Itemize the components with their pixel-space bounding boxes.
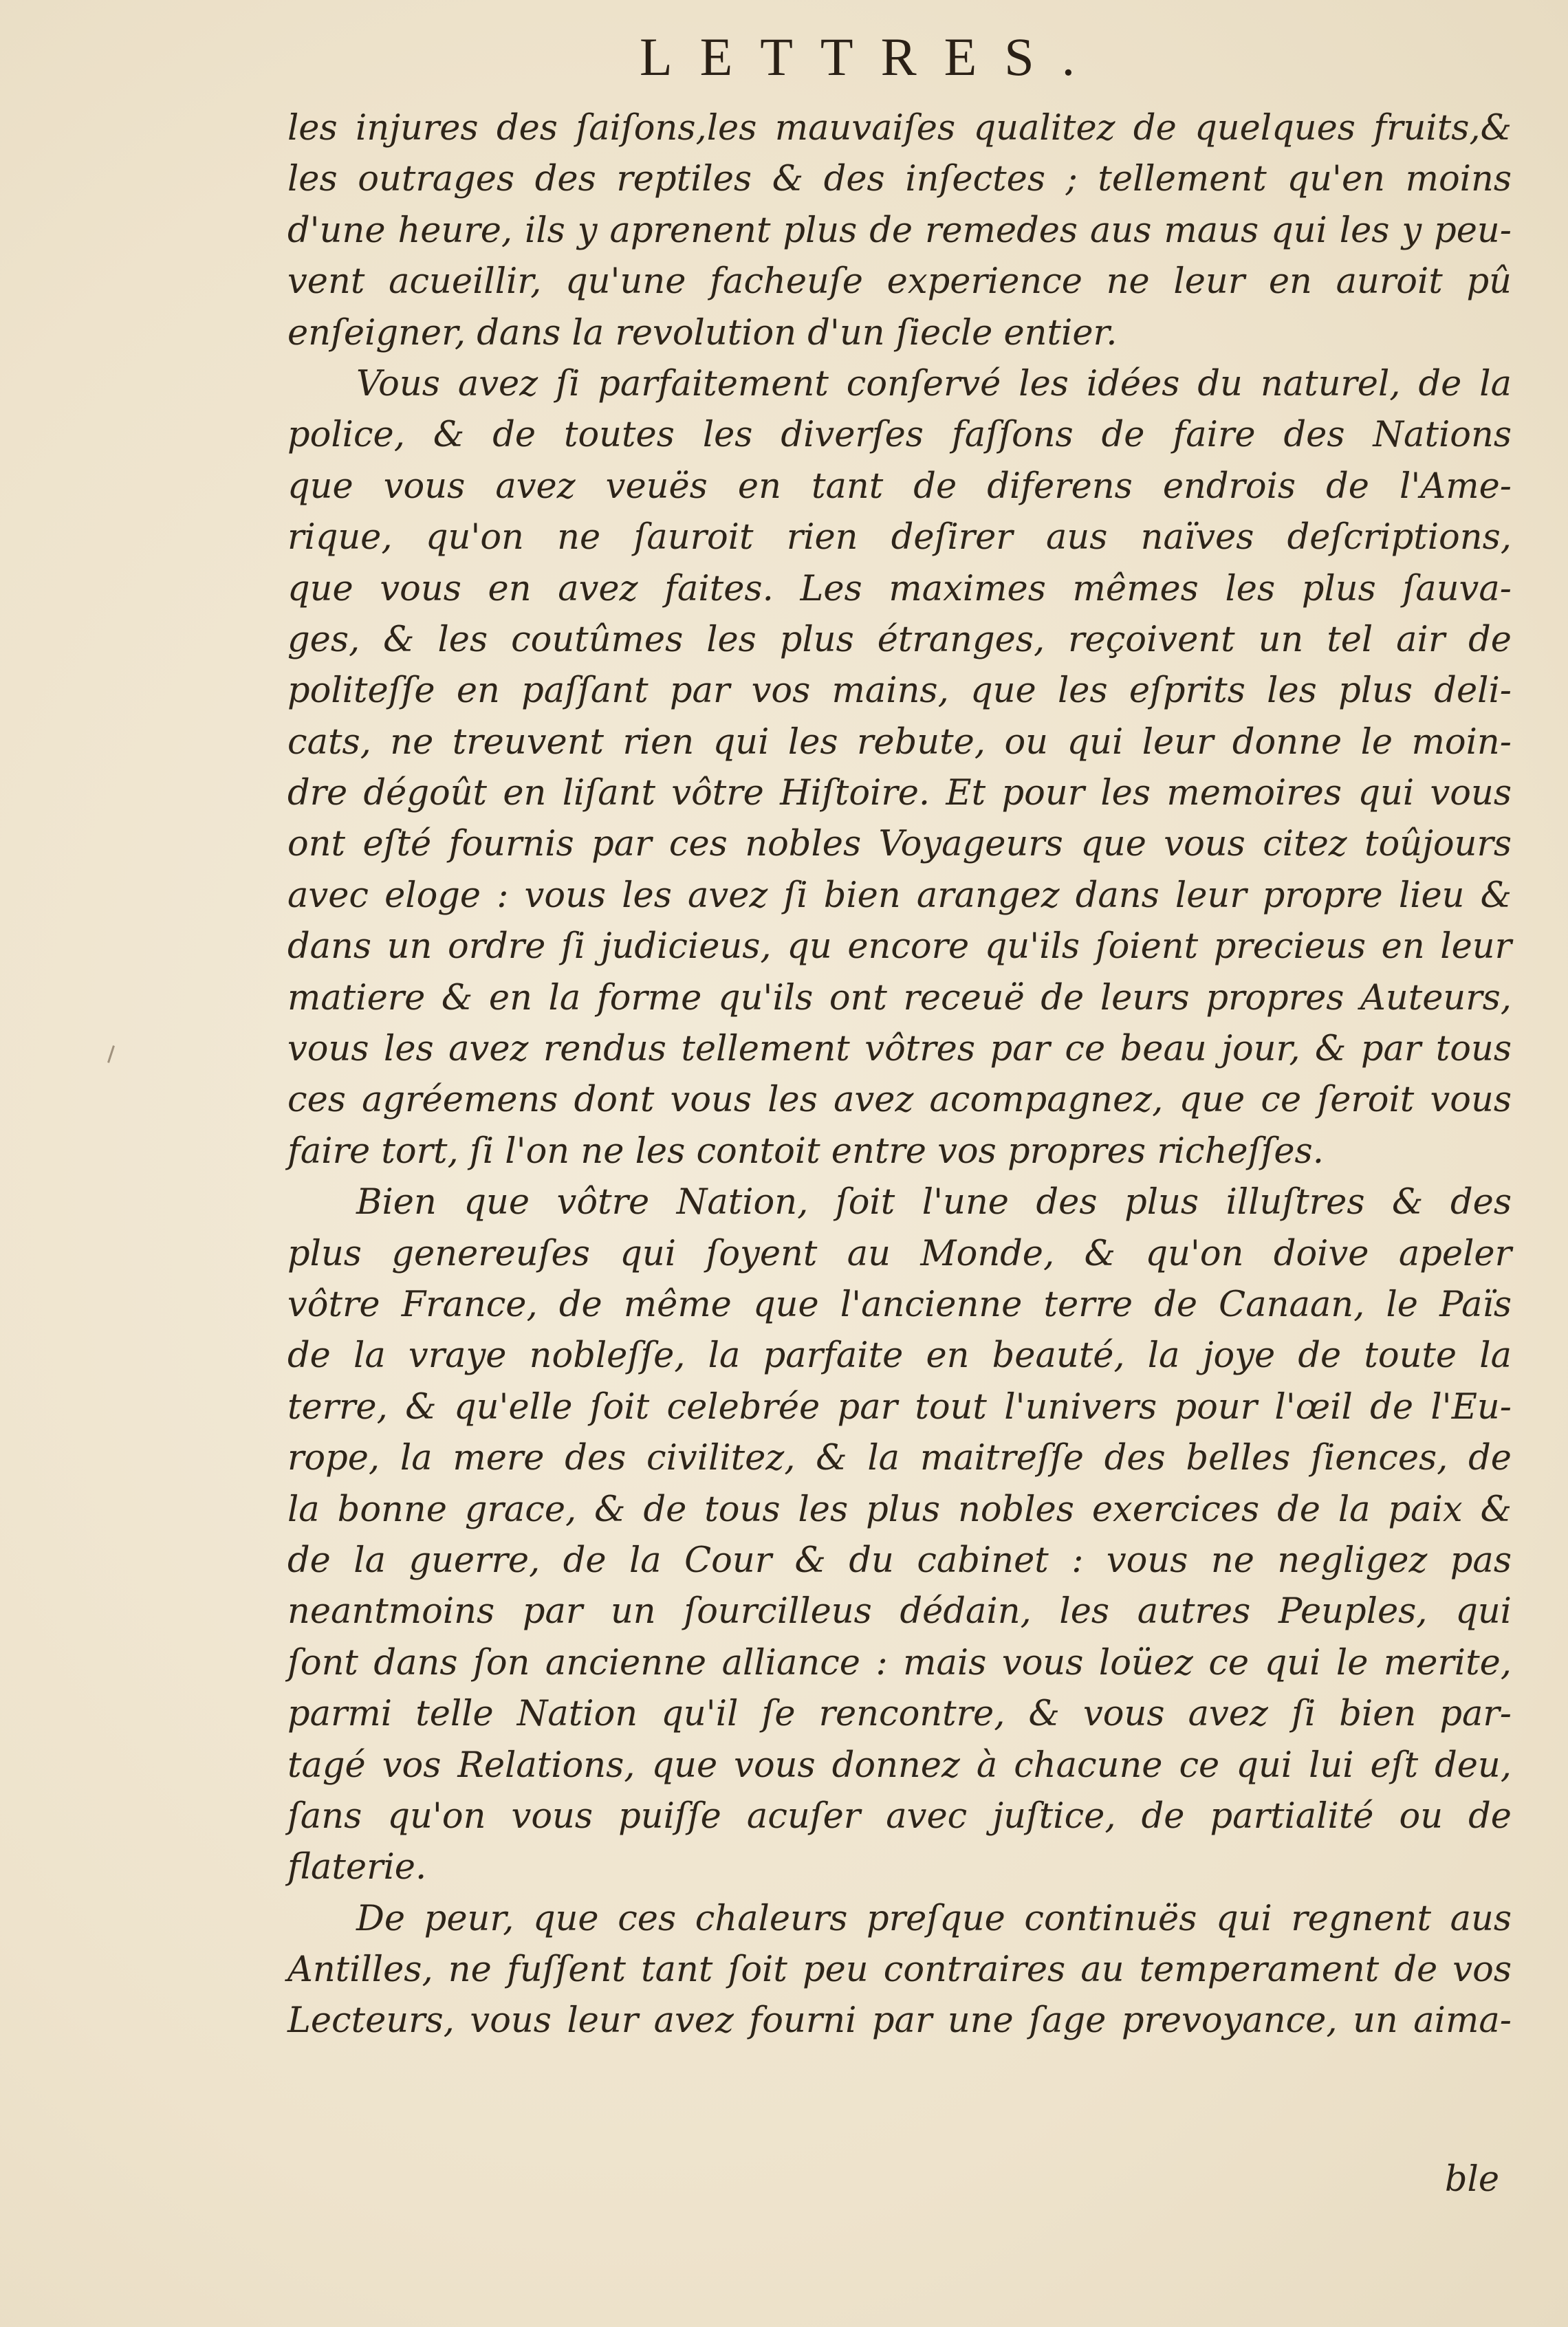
- text-line: les outrages des reptiles & des inſectes ; tellement qu'en moins: [287, 159, 1512, 200]
- text-line: la bonne grace, & de tous les plus nobles exercices de la paix &: [287, 1489, 1512, 1530]
- text-line: ces agréemens dont vous les avez acompagnez, que ce ſeroit vous: [287, 1080, 1512, 1121]
- text-line: faire tort, ſi l'on ne les contoit entre vos propres richeſſes.: [287, 1130, 1324, 1172]
- text-line: Lecteurs, vous leur avez fourni par une ſage prevoyance, un aima-: [287, 2000, 1512, 2042]
- text-line: terre, & qu'elle ſoit celebrée par tout l'univers pour l'œil de l'Eu-: [287, 1386, 1512, 1428]
- text-line: ſont dans ſon ancienne alliance : mais vous loüez ce qui le merite,: [287, 1642, 1512, 1683]
- text-line: vôtre France, de même que l'ancienne terre de Canaan, le Païs: [287, 1284, 1512, 1325]
- text-line: plus genereuſes qui ſoyent au Monde, & qu'on doive apeler: [287, 1233, 1512, 1274]
- text-line: de la guerre, de la Cour & du cabinet : vous ne negligez pas: [287, 1540, 1512, 1581]
- text-line: les injures des ſaiſons,les mauvaiſes qualitez de quelques fruits,&: [287, 108, 1512, 149]
- text-line: dans un ordre ſi judicieus, qu encore qu'ils ſoient precieus en leur: [287, 926, 1512, 968]
- text-line: vous les avez rendus tellement vôtres par ce beau jour, & par tous: [287, 1029, 1512, 1070]
- text-line: ges, & les coutûmes les plus étranges, reçoivent un tel air de: [287, 619, 1512, 660]
- text-line: Vous avez ſi parfaitement conſervé les idées du naturel, de la: [356, 363, 1512, 404]
- text-line: rope, la mere des civilitez, & la maitreſſe des belles ſiences, de: [287, 1438, 1512, 1479]
- text-line: flaterie.: [287, 1847, 427, 1888]
- text-line: que vous avez veuës en tant de diferens endrois de l'Ame-: [287, 466, 1512, 507]
- text-line: rique, qu'on ne ſauroit rien deſirer aus naïves deſcriptions,: [287, 517, 1512, 558]
- text-line: que vous en avez faites. Les maximes mêmes les plus ſauva-: [287, 568, 1512, 609]
- text-line: matiere & en la forme qu'ils ont receuë de leurs propres Auteurs,: [287, 977, 1512, 1018]
- text-line: neantmoins par un ſourcilleus dédain, les autres Peuples, qui: [287, 1591, 1512, 1632]
- catchword: ble: [1444, 2159, 1499, 2200]
- text-line: ont eſté fournis par ces nobles Voyageurs que vous citez toûjours: [287, 824, 1512, 865]
- text-line: parmi telle Nation qu'il ſe rencontre, & vous avez ſi bien par-: [287, 1694, 1512, 1735]
- text-line: de la vraye nobleſſe, la parfaite en beauté, la joye de toute la: [287, 1335, 1512, 1377]
- text-line: cats, ne treuvent rien qui les rebute, ou qui leur donne le moin-: [287, 721, 1512, 763]
- body-text: [287, 103, 1512, 2047]
- text-line: Antilles, ne fuſſent tant ſoit peu contraires au temperament de vos: [287, 1949, 1512, 1991]
- text-line: politeſſe en paſſant par vos mains, que les eſprits les plus deli-: [287, 670, 1512, 712]
- text-line: enſeigner, dans la revolution d'un ſiecle entier.: [287, 312, 1118, 353]
- ink-mark: [107, 1045, 115, 1063]
- text-line: De peur, que ces chaleurs preſque continuës qui regnent aus: [356, 1898, 1512, 1939]
- text-line: d'une heure, ils y aprenent plus de remedes aus maus qui les y peu-: [287, 210, 1512, 251]
- text-line: Bien que vôtre Nation, ſoit l'une des plus illuſtres & des: [356, 1182, 1512, 1223]
- text-line: dre dégoût en liſant vôtre Hiſtoire. Et pour les memoires qui vous: [287, 773, 1512, 814]
- text-line: vent acueillir, qu'une facheuſe experience ne leur en auroit pû: [287, 261, 1512, 303]
- text-line: tagé vos Relations, que vous donnez à chacune ce qui lui eſt deu,: [287, 1745, 1512, 1786]
- text-line: avec eloge : vous les avez ſi bien arangez dans leur propre lieu &: [287, 875, 1512, 916]
- text-line: police, & de toutes les diverſes faſſons de faire des Nations: [287, 415, 1512, 456]
- text-line: ſans qu'on vous puiſſe acuſer avec juſtice, de partialité ou de: [287, 1795, 1512, 1837]
- running-header: LETTRES.: [640, 27, 1103, 87]
